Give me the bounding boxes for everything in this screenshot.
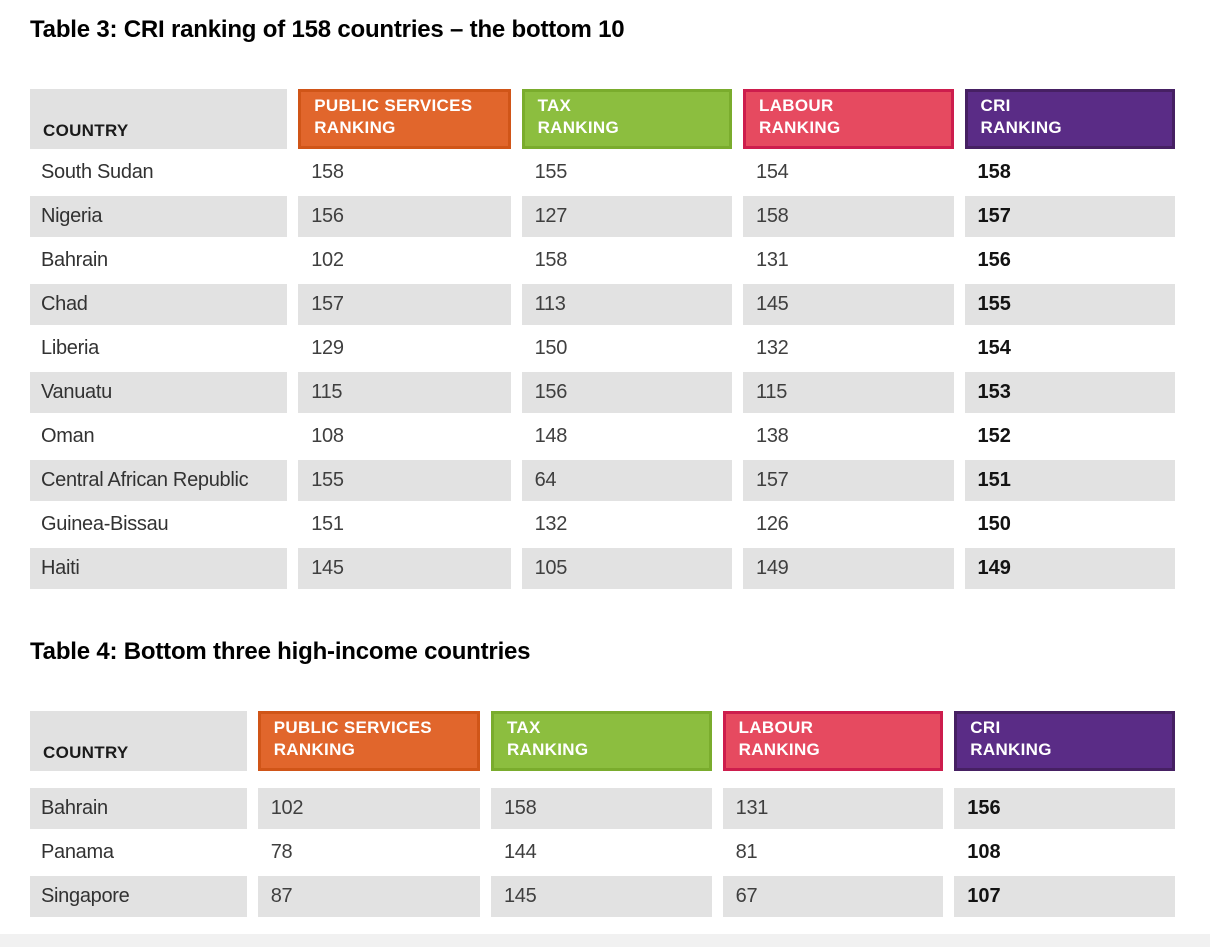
labour-rank-cell: 157 [743,460,953,501]
public-services-rank-cell: 156 [298,196,510,237]
table-row [30,196,1175,237]
tax-rank-cell: 127 [522,196,732,237]
country-cell: Bahrain [30,788,247,829]
table-row [30,548,1175,589]
table-row [30,876,1175,917]
tax-rank-cell: 113 [522,284,732,325]
tax-rank-cell: 150 [534,337,568,359]
public-services-rank-cell: 151 [311,513,344,535]
labour-rank-cell: 149 [743,548,953,589]
column-header-cri-ranking [965,89,1176,149]
column-header-public-services-ranking [258,711,480,771]
cri-rank-cell: 156 [954,788,1175,829]
table-row [30,372,1175,413]
public-services-rank-cell: 102 [311,249,344,271]
cri-rank-cell: 153 [965,372,1176,413]
header-line: LABOUR [759,96,834,115]
table-row [30,832,1175,873]
cri-rank-cell: 149 [965,548,1176,589]
cri-rank-cell: 151 [965,460,1176,501]
tax-rank-cell: 155 [534,161,568,183]
labour-rank-cell: 138 [756,425,789,447]
country-cell: Nigeria [30,196,287,237]
header-line: LABOUR [738,718,814,737]
cri-rank-cell: 155 [965,284,1176,325]
cri-rank-cell: 158 [977,161,1011,183]
labour-rank-cell: 154 [756,161,789,183]
column-header-cri-ranking [954,711,1175,771]
header-line: TAX [506,718,541,737]
column-header-labour-ranking [723,711,944,771]
country-cell: Chad [30,284,287,325]
cri-rank-cell: 152 [977,425,1011,447]
column-header-public-services-ranking [298,89,510,149]
table-row [30,788,1175,829]
tax-rank-cell: 144 [503,841,537,863]
country-cell: Oman [41,425,95,447]
public-services-rank-cell: 102 [258,788,480,829]
public-services-rank-cell: 87 [258,876,480,917]
country-cell: Panama [41,841,114,863]
labour-rank-cell: 67 [723,876,944,917]
header-row [30,711,1175,771]
header-line: RANKING [970,740,1052,759]
country-cell: Liberia [41,337,99,359]
table-row [30,416,1175,457]
labour-rank-cell: 131 [756,249,789,271]
header-line: RANKING [314,118,396,137]
table-row [30,504,1175,545]
public-services-rank-cell: 158 [311,161,344,183]
table3-title: Table 3: CRI ranking of 158 countries – the bottom 10 [30,16,625,43]
header-line: RANKING [273,740,356,759]
labour-rank-cell: 132 [756,337,789,359]
table-row [30,284,1175,325]
public-services-rank-cell: 157 [298,284,510,325]
header-row [30,89,1175,149]
country-cell: South Sudan [41,161,154,183]
public-services-rank-cell: 145 [298,548,510,589]
country-cell: Central African Republic [30,460,287,501]
header-line: RANKING [759,118,841,137]
labour-rank-cell: 81 [735,841,758,863]
country-cell: Vanuatu [30,372,287,413]
page-bottom-strip [0,934,1210,947]
column-header-tax-ranking [522,89,732,149]
public-services-rank-cell: 155 [298,460,510,501]
country-cell: Guinea-Bissau [41,513,169,535]
tax-rank-cell: 158 [534,249,568,271]
labour-rank-cell: 145 [743,284,953,325]
table4-title: Table 4: Bottom three high-income countries [30,638,531,665]
header-line: RANKING [506,740,589,759]
header-line: PUBLIC SERVICES [273,718,432,737]
labour-rank-cell: 131 [723,788,944,829]
cri-rank-cell: 108 [967,841,1001,863]
public-services-rank-cell: 108 [311,425,344,447]
column-header-labour-ranking [743,89,953,149]
public-services-rank-cell: 115 [298,372,510,413]
table-row [30,240,1175,281]
table-row [30,460,1175,501]
country-cell: Bahrain [41,249,108,271]
header-line: COUNTRY [43,121,129,140]
header-line: CRI [970,718,1001,737]
header-line: CRI [980,96,1011,115]
public-services-rank-cell: 129 [311,337,344,359]
public-services-rank-cell: 78 [270,841,293,863]
labour-rank-cell: 158 [743,196,953,237]
table-row [30,152,1175,193]
header-line: RANKING [980,118,1062,137]
high-income-bottom3-table [19,708,1186,920]
cri-rank-cell: 157 [965,196,1176,237]
cri-rank-cell: 107 [954,876,1175,917]
tax-rank-cell: 148 [534,425,568,447]
cri-rank-cell: 154 [977,337,1011,359]
column-header-tax-ranking [491,711,712,771]
tax-rank-cell: 132 [534,513,568,535]
header-line: RANKING [537,118,619,137]
tax-rank-cell: 145 [491,876,712,917]
header-line: TAX [537,96,572,115]
header-line: RANKING [738,740,821,759]
tax-rank-cell: 156 [522,372,732,413]
country-cell: Haiti [30,548,287,589]
header-line: PUBLIC SERVICES [314,96,473,115]
table-row [30,328,1175,369]
column-header-country [30,89,287,149]
country-cell: Singapore [30,876,247,917]
labour-rank-cell: 126 [756,513,789,535]
cri-rank-cell: 150 [977,513,1011,535]
tax-rank-cell: 64 [522,460,732,501]
cri-rank-cell: 156 [977,249,1011,271]
labour-rank-cell: 115 [743,372,953,413]
tax-rank-cell: 105 [522,548,732,589]
cri-bottom10-table [19,86,1186,592]
column-header-country [30,711,247,771]
header-line: COUNTRY [43,743,129,762]
tax-rank-cell: 158 [491,788,712,829]
